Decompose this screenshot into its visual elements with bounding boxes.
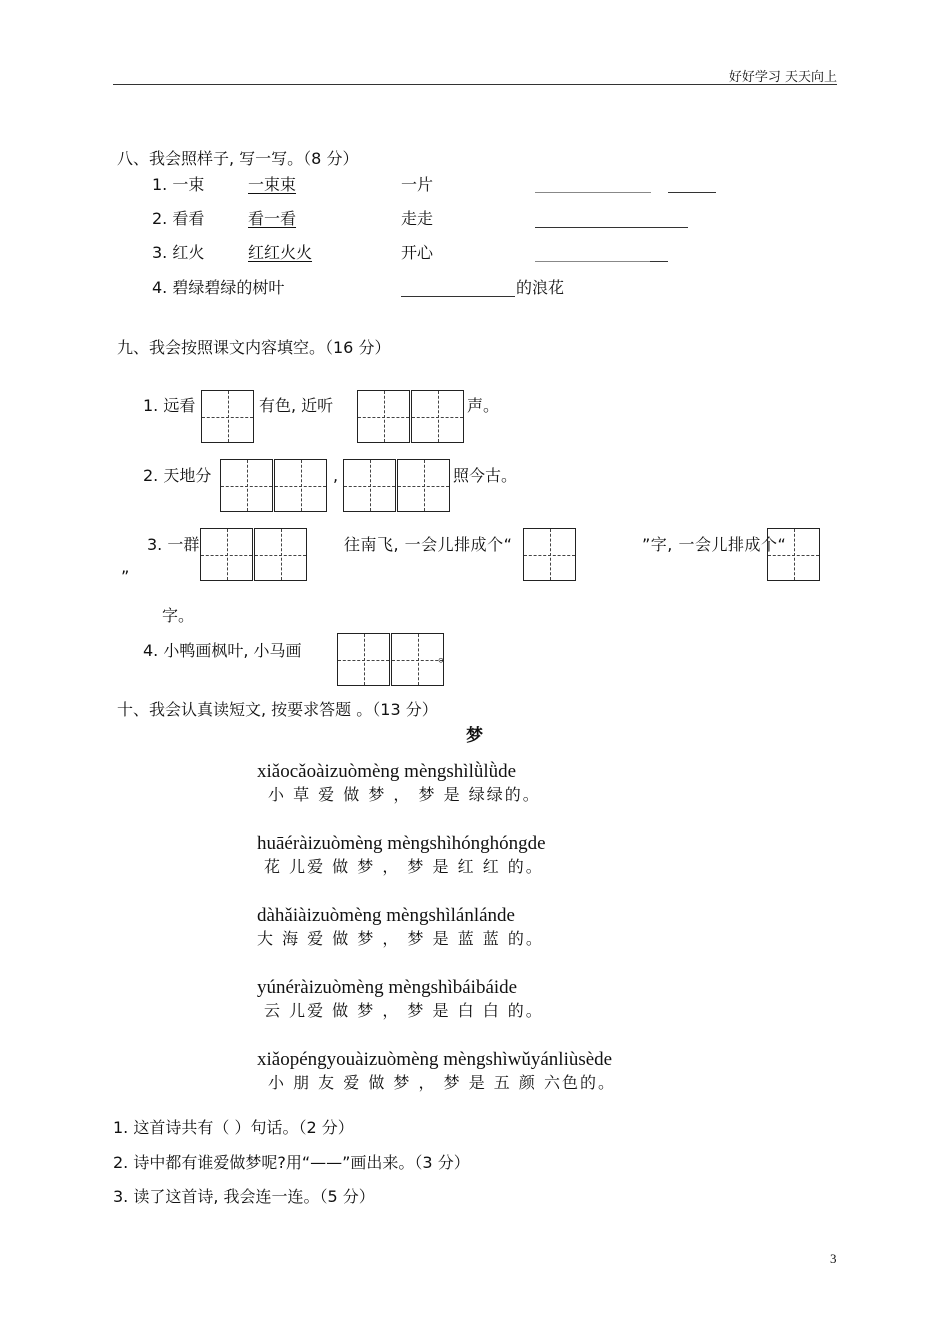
s9-q1-grid-a[interactable] xyxy=(201,390,256,444)
s8-item1-task: 一片 xyxy=(401,175,434,194)
tianzige-box[interactable] xyxy=(523,528,576,581)
poem-line1-pinyin: xiǎocǎoàizuòmèng mèngshìlǜlǜde xyxy=(257,761,517,782)
s9-q2-grid-a[interactable] xyxy=(220,459,330,513)
section-8-title: 八、我会照样子, 写一写。（8 分） xyxy=(117,149,359,168)
tianzige-box[interactable] xyxy=(201,390,254,443)
s8-item3-task: 开心 xyxy=(401,243,434,262)
header-motto: 好好学习 天天向上 xyxy=(728,70,837,85)
s9-q3-text-d: ” xyxy=(121,567,130,586)
tianzige-box[interactable] xyxy=(767,528,820,581)
poem-line4-pinyin: yúnéràizuòmèng mèngshìbáibáide xyxy=(257,977,518,998)
page-number: 3 xyxy=(830,1251,837,1266)
s9-q3-text-b: 往南飞, 一会儿排成个“ xyxy=(344,535,513,554)
tianzige-box[interactable] xyxy=(220,459,273,512)
s9-q3-text-e: 字。 xyxy=(162,606,195,625)
s8-item4-suffix: 的浪花 xyxy=(516,278,565,297)
s8-item2-prompt: 2. 看看 xyxy=(152,209,205,228)
tianzige-box[interactable] xyxy=(274,459,327,512)
s8-item4-prompt: 4. 碧绿碧绿的树叶 xyxy=(152,278,285,297)
s9-q1-text-c: 声。 xyxy=(467,396,500,415)
tianzige-box[interactable] xyxy=(343,459,396,512)
s9-q3-text-c: ”字, 一会儿排成个“ xyxy=(642,535,787,554)
s8-item3-blank-a[interactable] xyxy=(535,261,650,262)
poem-line2-pinyin: huāéràizuòmèng mèngshìhónghóngde xyxy=(257,833,546,854)
tianzige-box[interactable] xyxy=(397,459,450,512)
s8-item2-example: 看一看 xyxy=(248,209,297,228)
s9-q4-grid[interactable] xyxy=(337,633,447,687)
s8-item4-blank[interactable] xyxy=(401,296,515,297)
poem-line1-hanzi: 小 草 爱 做 梦 ， 梦 是 绿绿的。 xyxy=(268,785,541,804)
poem-line5-hanzi: 小 朋 友 爱 做 梦 ， 梦 是 五 颜 六色的。 xyxy=(268,1073,616,1092)
tianzige-box[interactable] xyxy=(254,528,307,581)
header-rule xyxy=(113,84,837,85)
poem-line3-pinyin: dàhǎiàizuòmèng mèngshìlánlánde xyxy=(257,905,515,926)
s8-item3-example: 红红火火 xyxy=(248,243,313,262)
tianzige-box[interactable] xyxy=(337,633,390,686)
poem-title: 梦 xyxy=(466,726,483,746)
s8-item3-prompt: 3. 红火 xyxy=(152,243,205,262)
poem-line3-hanzi: 大 海 爱 做 梦 ， 梦 是 蓝 蓝 的。 xyxy=(257,929,544,948)
s8-item2-task: 走走 xyxy=(401,209,434,228)
s8-item1-example: 一束束 xyxy=(248,175,297,194)
tianzige-box[interactable] xyxy=(357,390,410,443)
poem-line5-pinyin: xiǎopéngyouàizuòmèng mèngshìwǔyánliùsède xyxy=(257,1049,613,1070)
section-9-title: 九、我会按照课文内容填空。（16 分） xyxy=(117,338,391,357)
s9-q3-grid-c[interactable] xyxy=(767,528,822,582)
tianzige-box[interactable] xyxy=(200,528,253,581)
poem-line4-hanzi: 云 儿爱 做 梦 ， 梦 是 白 白 的。 xyxy=(264,1001,544,1020)
s9-q3-text-a: 3. 一群 xyxy=(147,535,200,554)
s8-item1-blank-b[interactable] xyxy=(668,192,716,193)
s9-q4-text-c: 。 xyxy=(438,646,455,665)
s10-question-2: 2. 诗中都有谁爱做梦呢?用“——”画出来。（3 分） xyxy=(113,1153,470,1172)
tianzige-box[interactable] xyxy=(391,633,444,686)
s9-q2-text-b: , xyxy=(333,466,339,485)
s9-q1-text-b: 有色, 近听 xyxy=(259,396,334,415)
s9-q1-text-a: 1. 远看 xyxy=(143,396,196,415)
poem-line2-hanzi: 花 儿爱 做 梦 ， 梦 是 红 红 的。 xyxy=(264,857,544,876)
s8-item2-blank[interactable] xyxy=(535,227,688,228)
s10-question-3: 3. 读了这首诗, 我会连一连。（5 分） xyxy=(113,1187,375,1206)
s10-question-1: 1. 这首诗共有（ ）句话。（2 分） xyxy=(113,1118,354,1137)
s9-q2-text-a: 2. 天地分 xyxy=(143,466,212,485)
s8-item3-blank-b[interactable] xyxy=(650,261,668,262)
section-10-title: 十、我会认真读短文, 按要求答题 。（13 分） xyxy=(117,700,438,719)
s9-q1-grid-b[interactable] xyxy=(357,390,467,444)
tianzige-box[interactable] xyxy=(411,390,464,443)
s8-item1-blank-a[interactable] xyxy=(535,192,651,193)
s9-q3-grid-a[interactable] xyxy=(200,528,310,582)
s9-q3-grid-b[interactable] xyxy=(523,528,578,582)
s9-q2-grid-b[interactable] xyxy=(343,459,453,513)
s8-item1-prompt: 1. 一束 xyxy=(152,175,205,194)
s9-q4-text-a: 4. 小鸭画枫叶, 小马画 xyxy=(143,641,302,660)
s9-q2-text-c: 照今古。 xyxy=(453,466,518,485)
